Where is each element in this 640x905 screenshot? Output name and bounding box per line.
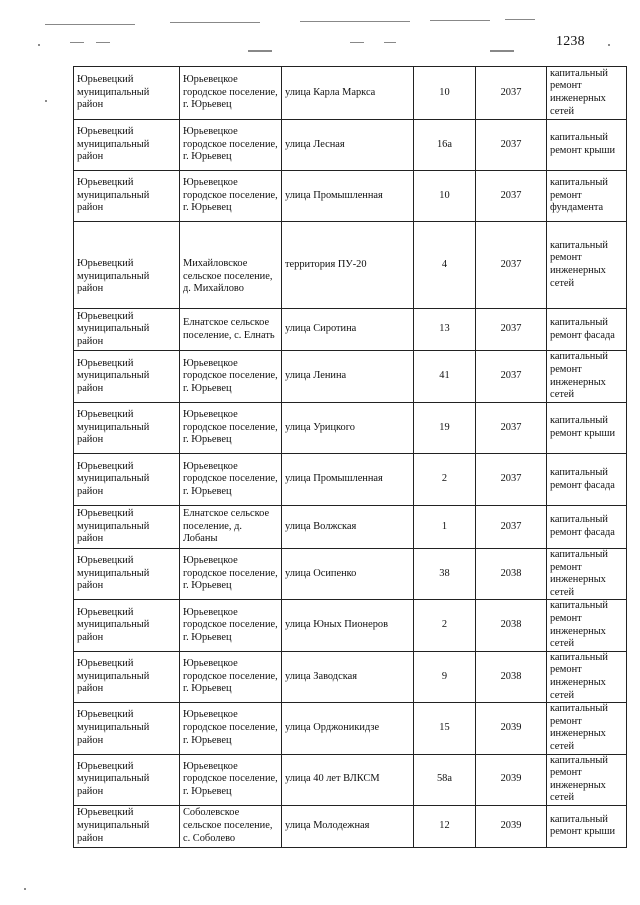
scan-artifact-line — [384, 42, 396, 43]
table-row — [74, 67, 627, 120]
work-type-cell: капитальный ремонт инженерных сетей — [547, 600, 627, 651]
settlement-cell: Юрьевецкое городское поселение, г. Юрьевец — [180, 600, 282, 651]
year-cell: 2039 — [476, 805, 547, 847]
year-cell: 2037 — [476, 351, 547, 403]
year-cell: 2037 — [476, 309, 547, 351]
house-number-cell: 58а — [414, 754, 476, 805]
street-cell: улица Урицкого — [282, 403, 414, 454]
street-cell: улица Юных Пионеров — [282, 600, 414, 651]
street-cell: территория ПУ-20 — [282, 222, 414, 309]
work-type-cell: капитальный ремонт инженерных сетей — [547, 351, 627, 403]
settlement-cell: Елнатское сельское поселение, д. Лобаны — [180, 506, 282, 549]
work-type-cell: капитальный ремонт инженерных сетей — [547, 549, 627, 600]
house-number-cell: 10 — [414, 171, 476, 222]
scan-artifact-line — [248, 50, 272, 52]
scan-artifact-line — [350, 42, 364, 43]
street-cell: улица Осипенко — [282, 549, 414, 600]
house-number-cell: 13 — [414, 309, 476, 351]
street-cell: улица Молодежная — [282, 805, 414, 847]
work-type-cell: капитальный ремонт фундамента — [547, 171, 627, 222]
table-row — [74, 171, 627, 222]
house-number-cell: 38 — [414, 549, 476, 600]
settlement-cell: Юрьевецкое городское поселение, г. Юрьевец — [180, 454, 282, 506]
year-cell: 2037 — [476, 67, 547, 120]
settlement-cell: Соболевское сельское поселение, с. Соболево — [180, 805, 282, 847]
settlement-cell: Юрьевецкое городское поселение, г. Юрьевец — [180, 549, 282, 600]
scan-artifact-line — [70, 42, 84, 43]
table-row — [74, 351, 627, 403]
house-number-cell: 2 — [414, 454, 476, 506]
settlement-cell: Юрьевецкое городское поселение, г. Юрьевец — [180, 651, 282, 702]
street-cell: улица Промышленная — [282, 171, 414, 222]
scan-artifact-line — [490, 50, 514, 52]
table-row — [74, 454, 627, 506]
work-type-cell: капитальный ремонт крыши — [547, 120, 627, 171]
district-cell: Юрьевецкий муниципальный район — [74, 454, 180, 506]
work-type-cell: капитальный ремонт инженерных сетей — [547, 651, 627, 702]
house-number-cell: 19 — [414, 403, 476, 454]
table-row — [74, 309, 627, 351]
street-cell: улица Карла Маркса — [282, 67, 414, 120]
street-cell: улица Промышленная — [282, 454, 414, 506]
year-cell: 2037 — [476, 120, 547, 171]
settlement-cell: Юрьевецкое городское поселение, г. Юрьевец — [180, 120, 282, 171]
work-type-cell: капитальный ремонт крыши — [547, 403, 627, 454]
table-row — [74, 403, 627, 454]
scan-artifact-dot — [38, 44, 40, 46]
house-number-cell: 9 — [414, 651, 476, 702]
district-cell: Юрьевецкий муниципальный район — [74, 651, 180, 702]
scan-artifact-line — [96, 42, 110, 43]
district-cell: Юрьевецкий муниципальный район — [74, 351, 180, 403]
street-cell: улица Волжская — [282, 506, 414, 549]
house-number-cell: 1 — [414, 506, 476, 549]
settlement-cell: Юрьевецкое городское поселение, г. Юрьевец — [180, 171, 282, 222]
street-cell: улица 40 лет ВЛКСМ — [282, 754, 414, 805]
table-row — [74, 506, 627, 549]
settlement-cell: Елнатское сельское поселение, с. Елнать — [180, 309, 282, 351]
repair-schedule-table — [73, 66, 627, 848]
year-cell: 2037 — [476, 506, 547, 549]
year-cell: 2038 — [476, 600, 547, 651]
district-cell: Юрьевецкий муниципальный район — [74, 703, 180, 754]
table-row — [74, 600, 627, 651]
table-row — [74, 120, 627, 171]
settlement-cell: Юрьевецкое городское поселение, г. Юрьевец — [180, 703, 282, 754]
table-row — [74, 549, 627, 600]
district-cell: Юрьевецкий муниципальный район — [74, 805, 180, 847]
scan-artifact-line — [505, 19, 535, 20]
house-number-cell: 15 — [414, 703, 476, 754]
district-cell: Юрьевецкий муниципальный район — [74, 600, 180, 651]
year-cell: 2039 — [476, 754, 547, 805]
street-cell: улица Ленина — [282, 351, 414, 403]
work-type-cell: капитальный ремонт фасада — [547, 506, 627, 549]
year-cell: 2038 — [476, 549, 547, 600]
table-row — [74, 703, 627, 754]
district-cell: Юрьевецкий муниципальный район — [74, 171, 180, 222]
work-type-cell: капитальный ремонт фасада — [547, 454, 627, 506]
work-type-cell: капитальный ремонт инженерных сетей — [547, 703, 627, 754]
district-cell: Юрьевецкий муниципальный район — [74, 403, 180, 454]
scan-artifact-line — [300, 21, 410, 22]
street-cell: улица Сиротина — [282, 309, 414, 351]
district-cell: Юрьевецкий муниципальный район — [74, 120, 180, 171]
scan-artifact-dot — [608, 44, 610, 46]
table-row — [74, 805, 627, 847]
year-cell: 2037 — [476, 403, 547, 454]
house-number-cell: 10 — [414, 67, 476, 120]
settlement-cell: Юрьевецкое городское поселение, г. Юрьевец — [180, 403, 282, 454]
district-cell: Юрьевецкий муниципальный район — [74, 506, 180, 549]
settlement-cell: Юрьевецкое городское поселение, г. Юрьевец — [180, 67, 282, 120]
work-type-cell: капитальный ремонт крыши — [547, 805, 627, 847]
house-number-cell: 16а — [414, 120, 476, 171]
year-cell: 2037 — [476, 171, 547, 222]
table-row — [74, 754, 627, 805]
year-cell: 2039 — [476, 703, 547, 754]
scan-artifact-line — [430, 20, 490, 21]
settlement-cell: Юрьевецкое городское поселение, г. Юрьевец — [180, 754, 282, 805]
house-number-cell: 12 — [414, 805, 476, 847]
page-number: 1238 — [556, 34, 585, 49]
settlement-cell: Михайловское сельское поселение, д. Михайлово — [180, 222, 282, 309]
work-type-cell: капитальный ремонт инженерных сетей — [547, 222, 627, 309]
house-number-cell: 41 — [414, 351, 476, 403]
table-row — [74, 651, 627, 702]
district-cell: Юрьевецкий муниципальный район — [74, 67, 180, 120]
district-cell: Юрьевецкий муниципальный район — [74, 754, 180, 805]
scan-artifact-line — [170, 22, 260, 23]
house-number-cell: 2 — [414, 600, 476, 651]
work-type-cell: капитальный ремонт инженерных сетей — [547, 67, 627, 120]
street-cell: улица Лесная — [282, 120, 414, 171]
year-cell: 2037 — [476, 454, 547, 506]
street-cell: улица Заводская — [282, 651, 414, 702]
street-cell: улица Орджоникидзе — [282, 703, 414, 754]
work-type-cell: капитальный ремонт фасада — [547, 309, 627, 351]
house-number-cell: 4 — [414, 222, 476, 309]
scan-artifact-dot — [45, 100, 47, 102]
district-cell: Юрьевецкий муниципальный район — [74, 549, 180, 600]
table-row — [74, 222, 627, 309]
year-cell: 2037 — [476, 222, 547, 309]
district-cell: Юрьевецкий муниципальный район — [74, 222, 180, 309]
settlement-cell: Юрьевецкое городское поселение, г. Юрьевец — [180, 351, 282, 403]
year-cell: 2038 — [476, 651, 547, 702]
scan-artifact-dot — [24, 888, 26, 890]
district-cell: Юрьевецкий муниципальный район — [74, 309, 180, 351]
work-type-cell: капитальный ремонт инженерных сетей — [547, 754, 627, 805]
scan-artifact-line — [45, 24, 135, 25]
